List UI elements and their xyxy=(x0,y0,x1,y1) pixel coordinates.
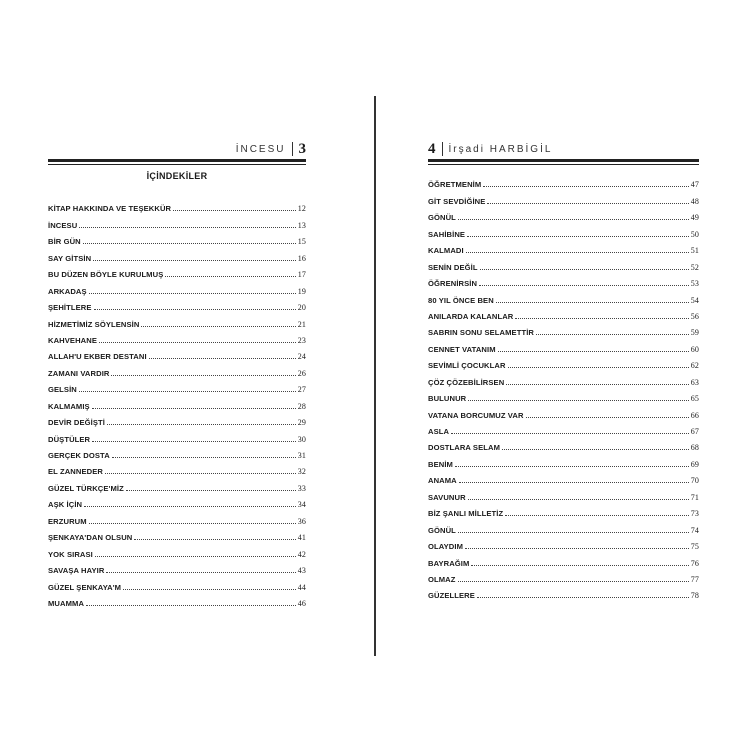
toc-entry-page: 68 xyxy=(690,443,699,453)
toc-entry xyxy=(48,526,306,542)
toc-entry xyxy=(428,239,699,255)
dot-leader xyxy=(79,227,296,228)
dot-leader xyxy=(496,302,689,303)
toc-entry-title: ALLAH'U EKBER DESTANI xyxy=(48,352,147,362)
toc-entry xyxy=(48,493,306,509)
toc-entry xyxy=(48,542,306,558)
toc-entry-title: ANAMA xyxy=(428,476,457,486)
toc-entry-title: KİTAP HAKKINDA VE TEŞEKKÜR xyxy=(48,204,172,214)
toc-entry xyxy=(48,592,306,608)
toc-entry xyxy=(48,329,306,345)
toc-entry-page: 17 xyxy=(297,270,306,280)
toc-entry-title: SENİN DEĞİL xyxy=(428,262,478,272)
dot-leader xyxy=(466,252,689,253)
toc-entry-page: 48 xyxy=(690,196,699,206)
toc-entry xyxy=(428,206,699,222)
toc-entry-page: 67 xyxy=(690,427,699,436)
toc-entry-title: GÜZEL TÜRKÇE'MİZ xyxy=(48,483,124,493)
toc-entry-title: BİZ ŞANLI MİLLETİZ xyxy=(428,509,504,519)
dot-leader xyxy=(79,391,296,392)
toc-entry-title: MUAMMA xyxy=(48,598,85,608)
dot-leader xyxy=(471,565,688,566)
toc-entry-page: 26 xyxy=(297,368,306,378)
toc-entry xyxy=(48,345,306,361)
toc-entry-page: 32 xyxy=(297,467,306,477)
toc-entry-page: 20 xyxy=(297,303,306,313)
dot-leader xyxy=(467,236,689,237)
toc-entry xyxy=(48,296,306,312)
toc-entry-page: 69 xyxy=(690,459,699,469)
toc-entry-page: 15 xyxy=(297,237,306,247)
toc-entry xyxy=(428,370,699,386)
toc-entry xyxy=(428,469,699,485)
toc-entry-page: 41 xyxy=(297,533,306,543)
toc-entry-page: 34 xyxy=(297,500,306,510)
toc-entry xyxy=(428,354,699,370)
toc-entry-title: OLAYDIM xyxy=(428,542,464,552)
toc-entry xyxy=(428,272,699,288)
toc-entry-title: KALMADI xyxy=(428,246,464,256)
toc-entry-title: EL ZANNEDER xyxy=(48,467,103,477)
toc-entry-title: BENİM xyxy=(428,459,453,469)
toc-entry-page: 63 xyxy=(690,377,699,387)
header-rule-thick xyxy=(48,159,306,162)
dot-leader xyxy=(141,326,295,327)
toc-entry-title: GELSİN xyxy=(48,385,77,395)
dot-leader xyxy=(134,539,295,540)
dot-leader xyxy=(487,203,688,204)
toc-entry xyxy=(428,568,699,584)
toc-entry-title: AŞK İÇİN xyxy=(48,500,83,510)
dot-leader xyxy=(468,499,689,500)
header-rule-thin xyxy=(48,164,306,165)
toc-entry-page: 23 xyxy=(297,335,306,345)
toc-entry-title: VATANA BORCUMUZ VAR xyxy=(428,410,524,420)
toc-entry xyxy=(428,518,699,534)
running-title: İrşadi HARBİGİL xyxy=(448,143,553,155)
toc-entry-title: KALMAMIŞ xyxy=(48,401,90,411)
toc-entry-title: SABRIN SONU SELAMETTİR xyxy=(428,328,534,338)
dot-leader xyxy=(455,466,689,467)
toc-entry-page: 53 xyxy=(690,279,699,289)
toc-entry-page: 66 xyxy=(690,410,699,420)
toc-entry xyxy=(428,255,699,271)
toc-entry-page: 62 xyxy=(690,361,699,371)
dot-leader xyxy=(465,548,689,549)
toc-entry xyxy=(48,394,306,410)
dot-leader xyxy=(502,449,689,450)
toc-entry-title: OLMAZ xyxy=(428,574,456,584)
toc-entry-title: ÇÖZ ÇÖZEBİLİRSEN xyxy=(428,377,505,387)
dot-leader xyxy=(106,572,295,573)
toc-entry-page: 52 xyxy=(690,262,699,272)
left-page-header xyxy=(236,140,306,158)
dot-leader xyxy=(173,210,296,211)
toc-entry xyxy=(48,361,306,377)
toc-entry-page: 24 xyxy=(297,352,306,362)
toc-entry-page: 51 xyxy=(690,246,699,256)
toc-entry-page: 42 xyxy=(297,549,306,559)
dot-leader xyxy=(459,482,689,483)
toc-entry-title: GÖNÜL xyxy=(428,525,456,535)
toc-entry-title: GİT SEVDİĞİNE xyxy=(428,196,486,206)
header-rule-thin xyxy=(428,164,699,165)
toc-entry-page: 16 xyxy=(297,253,306,263)
toc-entry-page: 76 xyxy=(690,558,699,568)
toc-entry-title: SAVAŞA HAYIR xyxy=(48,566,105,576)
toc-entry xyxy=(428,535,699,551)
dot-leader xyxy=(126,490,296,491)
toc-entry xyxy=(48,230,306,246)
toc-entry xyxy=(428,584,699,600)
toc-entry xyxy=(428,452,699,468)
toc-entry xyxy=(428,173,699,189)
toc-entry-title: ŞENKAYA'DAN OLSUN xyxy=(48,533,133,543)
page-number: 4 xyxy=(428,140,436,157)
dot-leader xyxy=(479,285,689,286)
toc-entry-title: GÜZELLERE xyxy=(428,591,475,601)
toc-entry-title: GERÇEK DOSTA xyxy=(48,451,110,460)
toc-entry xyxy=(48,263,306,279)
toc-entry-title: DÜŞTÜLER xyxy=(48,434,91,444)
toc-entry-title: YOK SIRASI xyxy=(48,549,93,559)
toc-entry-title: 80 YIL ÖNCE BEN xyxy=(428,295,494,305)
header-separator xyxy=(442,142,443,156)
dot-leader xyxy=(165,276,295,277)
toc-entry xyxy=(48,279,306,295)
toc-entry-page: 36 xyxy=(297,516,306,526)
toc-entry-page: 29 xyxy=(297,418,306,428)
dot-leader xyxy=(94,309,296,310)
toc-entry xyxy=(428,288,699,304)
toc-entry xyxy=(48,575,306,591)
dot-leader xyxy=(107,424,296,425)
dot-leader xyxy=(505,515,689,516)
dot-leader xyxy=(506,384,689,385)
toc-entry xyxy=(48,246,306,262)
toc-entry-page: 74 xyxy=(690,525,699,535)
dot-leader xyxy=(468,400,689,401)
toc-entry-title: SAY GİTSİN xyxy=(48,253,92,263)
right-page-header xyxy=(428,140,552,158)
dot-leader xyxy=(84,506,296,507)
dot-leader xyxy=(89,293,296,294)
toc-entry-page: 31 xyxy=(297,451,306,460)
toc-entry-page: 77 xyxy=(690,574,699,584)
dot-leader xyxy=(526,417,689,418)
book-spine xyxy=(374,96,376,656)
dot-leader xyxy=(498,351,689,352)
toc-entry-title: GÖNÜL xyxy=(428,213,456,223)
toc-entry xyxy=(428,485,699,501)
toc-entry-page: 44 xyxy=(297,582,306,592)
toc-entry-page: 28 xyxy=(297,401,306,411)
dot-leader xyxy=(451,433,689,434)
toc-entry xyxy=(428,321,699,337)
toc-entry xyxy=(48,444,306,460)
toc-entry-title: CENNET VATANIM xyxy=(428,344,496,354)
toc-entry xyxy=(428,305,699,321)
dot-leader xyxy=(105,473,296,474)
toc-entry xyxy=(48,476,306,492)
toc-entry-page: 27 xyxy=(297,385,306,395)
toc-entry-page: 78 xyxy=(690,591,699,601)
running-title: İNCESU xyxy=(235,143,286,155)
toc-entry xyxy=(48,509,306,525)
toc-entry-page: 49 xyxy=(690,213,699,223)
toc-entry-title: SAVUNUR xyxy=(428,492,466,502)
dot-leader xyxy=(458,532,689,533)
toc-entry-page: 73 xyxy=(690,509,699,519)
toc-entry-title: DOSTLARA SELAM xyxy=(428,443,500,453)
dot-leader xyxy=(111,375,295,376)
dot-leader xyxy=(95,556,296,557)
dot-leader xyxy=(123,589,296,590)
toc-entry-title: ÖĞRENİRSİN xyxy=(428,279,478,289)
toc-entry xyxy=(48,460,306,476)
toc-entry-page: 47 xyxy=(690,180,699,190)
toc-entry-page: 60 xyxy=(690,344,699,354)
dot-leader xyxy=(458,581,689,582)
toc-entry-title: BİR GÜN xyxy=(48,237,81,247)
toc-entry xyxy=(48,378,306,394)
toc-entry-page: 75 xyxy=(690,542,699,552)
toc-entry xyxy=(48,411,306,427)
toc-entry-page: 50 xyxy=(690,229,699,239)
toc-title: İÇİNDEKİLER xyxy=(146,171,208,181)
toc-entry xyxy=(48,197,306,213)
toc-entry-title: ÖĞRETMENİM xyxy=(428,180,482,190)
toc-entry xyxy=(48,427,306,443)
toc-entry-title: SAHİBİNE xyxy=(428,229,466,239)
dot-leader xyxy=(515,318,688,319)
dot-leader xyxy=(480,269,689,270)
toc-list-right xyxy=(428,173,699,600)
toc-entry-title: ASLA xyxy=(428,427,450,436)
dot-leader xyxy=(536,334,689,335)
toc-entry xyxy=(428,222,699,238)
toc-entry xyxy=(428,189,699,205)
toc-entry-page: 30 xyxy=(297,434,306,444)
toc-entry-title: ANILARDA KALANLAR xyxy=(428,311,514,321)
toc-entry xyxy=(428,436,699,452)
toc-entry-page: 12 xyxy=(297,204,306,214)
toc-entry xyxy=(428,420,699,436)
dot-leader xyxy=(83,243,296,244)
toc-entry-title: SEVİMLİ ÇOCUKLAR xyxy=(428,361,506,371)
dot-leader xyxy=(112,457,296,458)
dot-leader xyxy=(458,219,689,220)
toc-entry xyxy=(428,337,699,353)
toc-entry-title: GÜZEL ŞENKAYA'M xyxy=(48,582,122,592)
toc-entry xyxy=(428,551,699,567)
toc-entry xyxy=(428,502,699,518)
toc-entry-title: BAYRAĞIM xyxy=(428,558,470,568)
toc-entry-page: 46 xyxy=(297,598,306,608)
toc-entry-page: 54 xyxy=(690,295,699,305)
dot-leader xyxy=(92,441,296,442)
dot-leader xyxy=(477,597,689,598)
dot-leader xyxy=(99,342,296,343)
toc-entry-title: DEVİR DEĞİŞTİ xyxy=(48,418,105,428)
dot-leader xyxy=(86,605,296,606)
toc-entry-title: BULUNUR xyxy=(428,394,467,404)
dot-leader xyxy=(92,408,296,409)
toc-entry-title: BU DÜZEN BÖYLE KURULMUŞ xyxy=(48,270,164,280)
toc-entry-page: 56 xyxy=(690,311,699,321)
toc-entry-title: KAHVEHANE xyxy=(48,335,97,345)
dot-leader xyxy=(149,358,296,359)
toc-list-left xyxy=(48,197,306,608)
toc-entry xyxy=(428,387,699,403)
toc-entry xyxy=(48,213,306,229)
toc-entry-page: 19 xyxy=(297,286,306,296)
header-separator xyxy=(292,142,293,156)
toc-entry-page: 71 xyxy=(690,492,699,502)
toc-entry xyxy=(428,403,699,419)
dot-leader xyxy=(483,186,688,187)
toc-entry-title: ARKADAŞ xyxy=(48,286,87,296)
dot-leader xyxy=(508,367,689,368)
toc-entry-page: 21 xyxy=(297,319,306,329)
toc-entry-title: HİZMETİMİZ SÖYLENSİN xyxy=(48,319,140,329)
toc-entry-page: 65 xyxy=(690,394,699,404)
dot-leader xyxy=(93,260,296,261)
header-rule-thick xyxy=(428,159,699,162)
toc-entry-title: ZAMANI VARDIR xyxy=(48,368,110,378)
toc-entry-page: 43 xyxy=(297,566,306,576)
toc-entry xyxy=(48,559,306,575)
toc-entry-title: ŞEHİTLERE xyxy=(48,303,92,313)
page-number: 3 xyxy=(298,140,306,157)
toc-entry-page: 59 xyxy=(690,328,699,338)
toc-entry-title: ERZURUM xyxy=(48,516,87,526)
toc-entry-page: 70 xyxy=(690,476,699,486)
toc-entry-page: 13 xyxy=(297,220,306,230)
toc-entry-page: 33 xyxy=(297,483,306,493)
toc-entry xyxy=(48,312,306,328)
toc-entry-title: İNCESU xyxy=(48,220,78,230)
dot-leader xyxy=(89,523,296,524)
